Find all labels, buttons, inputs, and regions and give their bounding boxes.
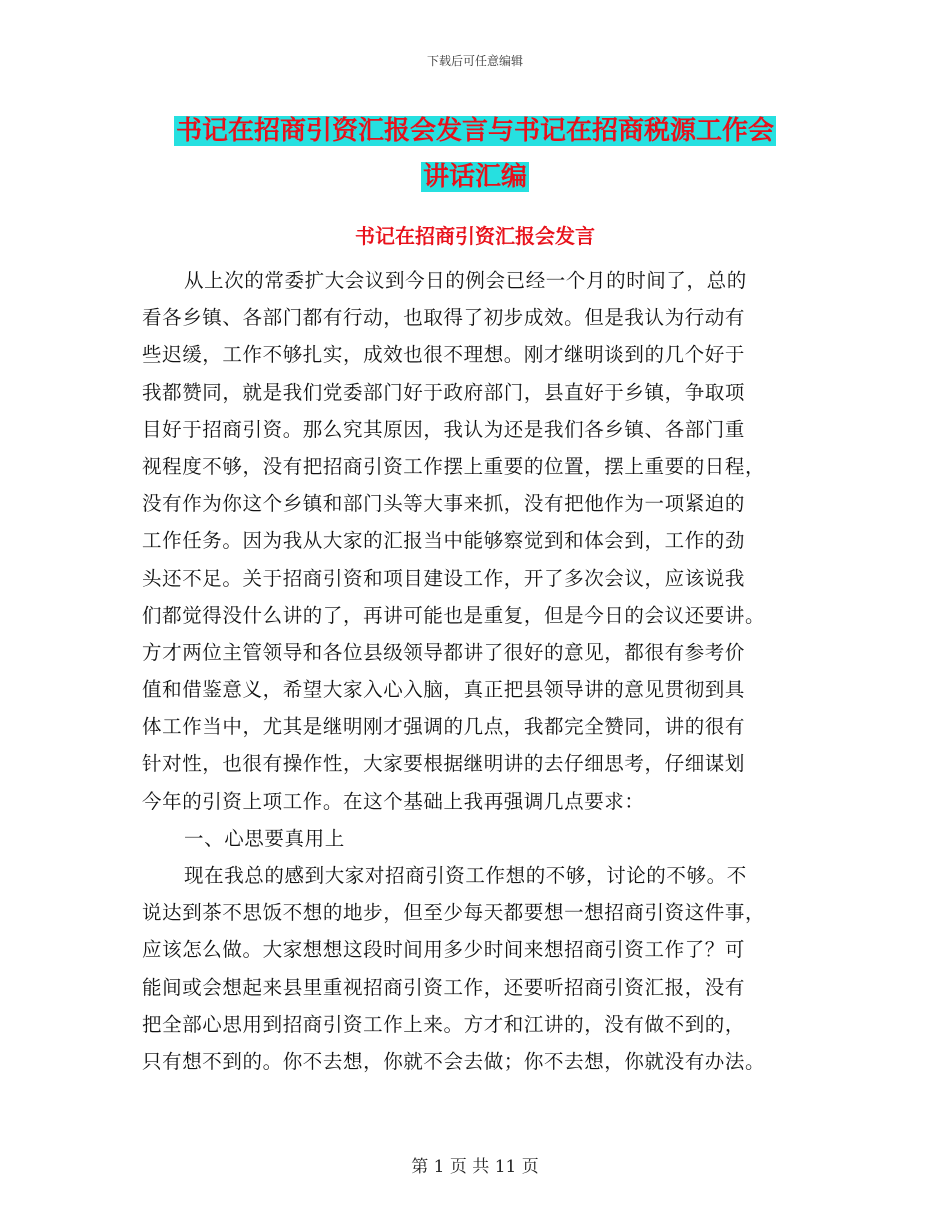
paragraph-line: 值和借鉴意义，希望大家入心入脑，真正把县领导讲的意见贯彻到具 <box>142 678 746 702</box>
paragraph-line: 没有作为你这个乡镇和部门头等大事来抓，没有把他作为一项紧迫的 <box>142 492 746 516</box>
document-title-line-1: 书记在招商引资汇报会发言与书记在招商税源工作会 <box>175 116 774 146</box>
paragraph-line: 能间或会想起来县里重视招商引资工作，还要听招商引资汇报，没有 <box>142 975 746 999</box>
section-title: 书记在招商引资汇报会发言 <box>355 224 595 248</box>
body-text <box>142 262 810 1080</box>
paragraph-line: 应该怎么做。大家想想这段时间用多少时间来想招商引资工作了？可 <box>142 938 746 962</box>
page-footer: 第 1 页 共 11 页 <box>411 1157 539 1177</box>
document-title <box>150 108 800 200</box>
paragraph-line: 目好于招商引资。那么究其原因，我认为还是我们各乡镇、各部门重 <box>142 417 746 441</box>
paragraph-line: 只有想不到的。你不去想，你就不会去做；你不去想，你就没有办法。 <box>142 1049 766 1073</box>
paragraph-line: 些迟缓，工作不够扎实，成效也很不理想。刚才继明谈到的几个好于 <box>142 343 746 367</box>
paragraph-line: 体工作当中，尤其是继明刚才强调的几点，我都完全赞同，讲的很有 <box>142 715 746 739</box>
paragraph-line: 现在我总的感到大家对招商引资工作想的不够，讨论的不够。不 <box>184 864 747 887</box>
paragraph-line: 方才两位主管领导和各位县级领导都讲了很好的意见，都很有参考价 <box>142 640 746 664</box>
document-title-line-2: 讲话汇编 <box>422 162 527 192</box>
paragraph-line: 我都赞同，就是我们党委部门好于政府部门，县直好于乡镇，争取项 <box>142 380 746 404</box>
paragraph-line: 说达到茶不思饭不想的地步，但至少每天都要想一想招商引资这件事， <box>142 901 766 925</box>
page-header-note: 下载后可任意编辑 <box>426 54 523 68</box>
paragraph-line: 从上次的常委扩大会议到今日的例会已经一个月的时间了，总的 <box>184 269 747 292</box>
paragraph-line: 看各乡镇、各部门都有行动，也取得了初步成效。但是我认为行动有 <box>142 306 746 330</box>
section-heading-line: 一、心思要真用上 <box>184 826 345 850</box>
paragraph-line: 工作任务。因为我从大家的汇报当中能够察觉到和体会到，工作的劲 <box>142 529 746 553</box>
paragraph-line: 针对性，也很有操作性，大家要根据继明讲的去仔细思考，仔细谋划 <box>142 752 746 776</box>
paragraph-line: 们都觉得没什么讲的了，再讲可能也是重复，但是今日的会议还要讲。 <box>142 603 766 627</box>
paragraph-line: 把全部心思用到招商引资工作上来。方才和江讲的，没有做不到的， <box>142 1012 746 1036</box>
paragraph-line: 视程度不够，没有把招商引资工作摆上重要的位置，摆上重要的日程， <box>142 454 766 478</box>
paragraph-line: 今年的引资上项工作。在这个基础上我再强调几点要求： <box>142 789 645 813</box>
paragraph-line: 头还不足。关于招商引资和项目建设工作，开了多次会议，应该说我 <box>142 566 746 590</box>
